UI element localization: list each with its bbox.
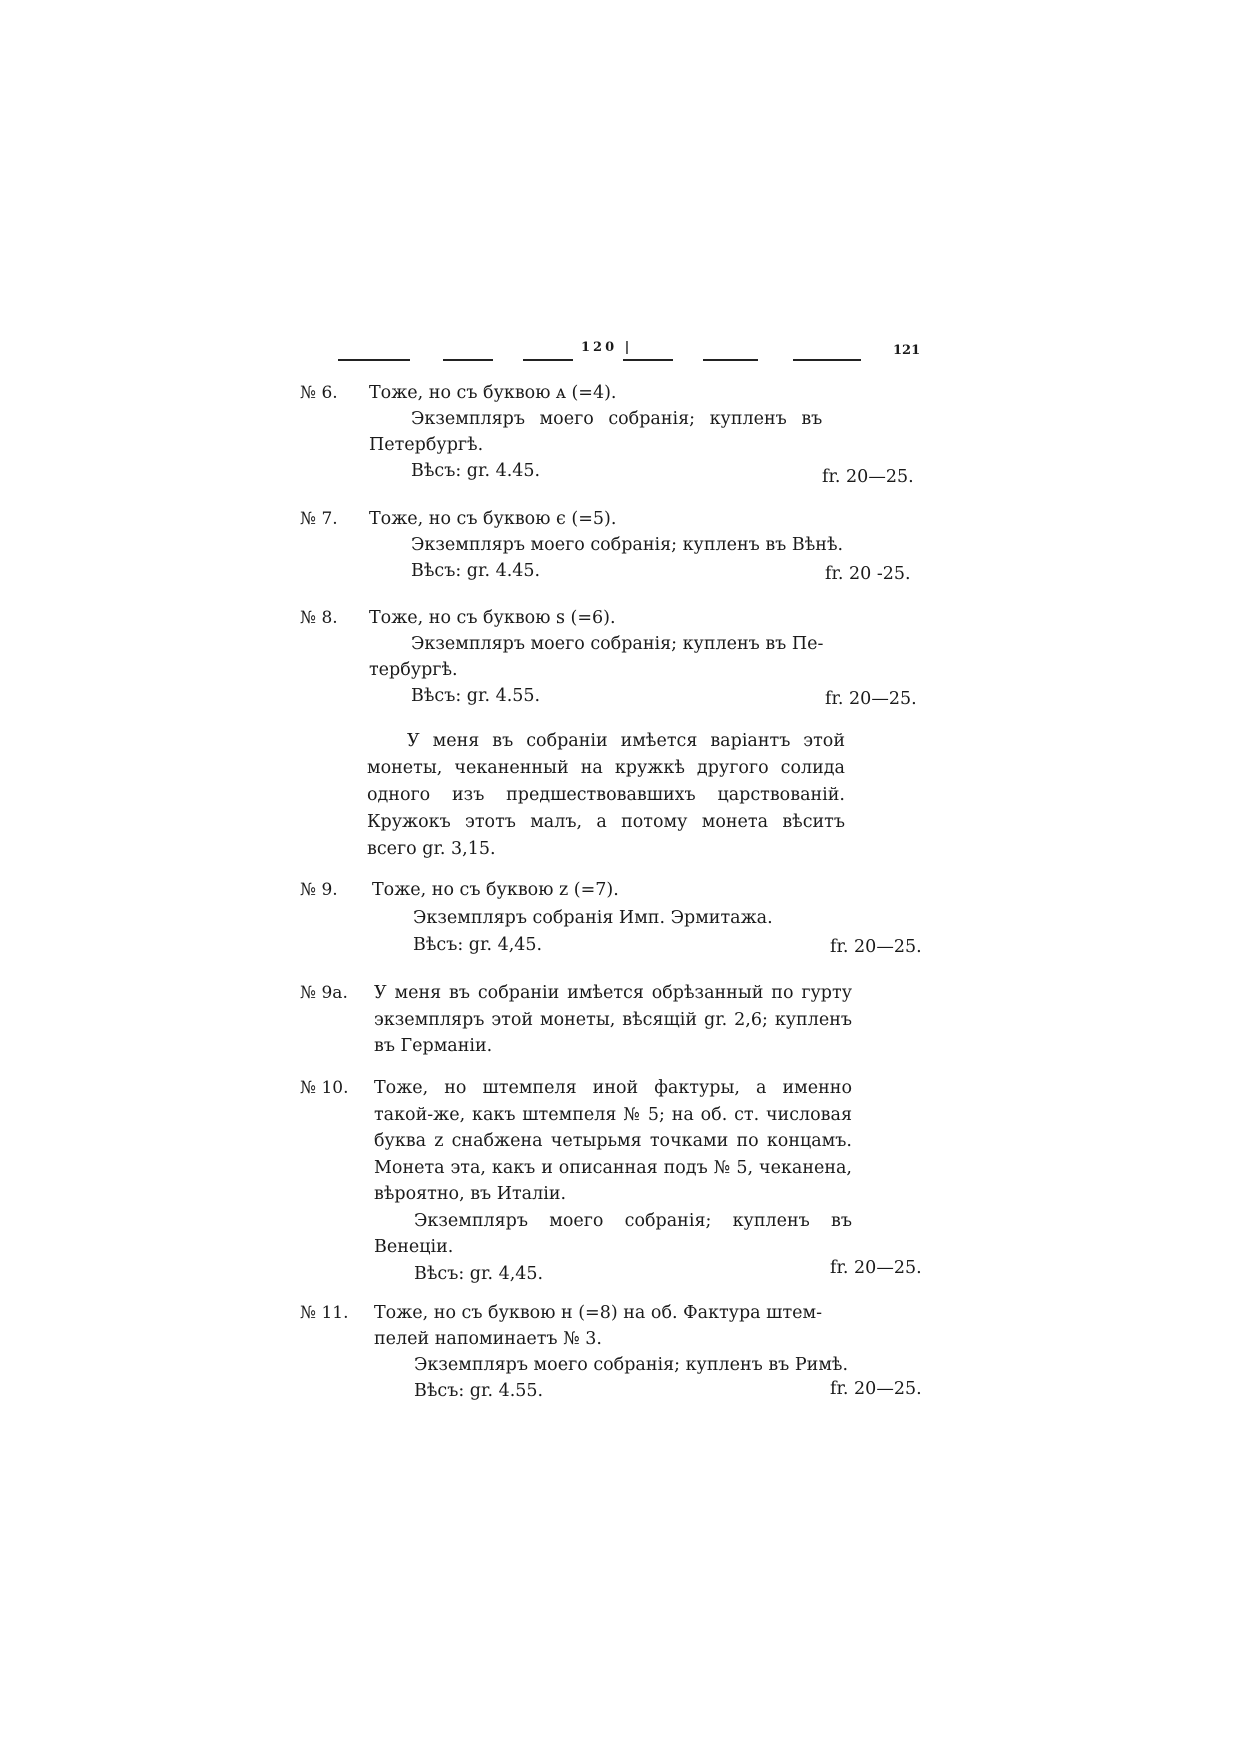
entry-title: Тоже, но съ буквою ϵ (=5). <box>369 509 617 529</box>
entry-number: № 10. <box>300 1078 349 1098</box>
entry-text: У меня въ собраніи имѣется обрѣзанный по гурту экземпляръ этой монеты, вѣсящій gr. 2,6; купленъ въ Германіи. <box>374 983 852 1056</box>
entry-text: Тоже, но штемпеля иной фактуры, а именно такой-же, какъ штемпеля № 5; на об. ст. числовая буква z снабжена четырьмя точками по концамъ. Монета эта, какъ и описанная подъ № 5, чеканена, вѣроятно, въ Италіи. <box>374 1078 852 1204</box>
entry-number: № 6. <box>300 383 338 403</box>
head-rule <box>793 359 861 361</box>
running-head-center: 120 | <box>581 340 633 355</box>
specimen-text: Экземпляръ моего собранія; купленъ въ Венеціи. <box>374 1210 852 1257</box>
head-rule <box>443 359 493 361</box>
specimen-text: Экземпляръ моего собранія; купленъ въ Вѣнѣ. <box>411 535 844 555</box>
weight: Вѣсъ: gr. 4.45. <box>411 561 541 581</box>
specimen-text: тербургѣ. <box>369 660 458 680</box>
weight: Вѣсъ: gr. 4,45. <box>413 935 543 955</box>
head-rule <box>523 359 573 361</box>
specimen-text: Петербургѣ. <box>369 435 484 455</box>
head-rule <box>338 359 410 361</box>
entry-number: № 9. <box>300 880 338 900</box>
note-paragraph: У меня въ собраніи имѣется варіантъ этой монеты, чеканенный на кружкѣ другого солида одного изъ предшествовавшихъ царствованій. Кружокъ этотъ малъ, а потому монета вѣситъ всего gr. 3,15. <box>367 731 845 859</box>
page-number: 121 <box>893 343 921 358</box>
specimen-text: Экземпляръ моего собранія; купленъ въ <box>411 409 823 429</box>
specimen-text: Экземпляръ моего собранія; купленъ въ Римѣ. <box>414 1355 849 1375</box>
price: fr. 20—25. <box>830 1258 922 1278</box>
entry-number: № 9a. <box>300 983 348 1003</box>
price: fr. 20—25. <box>825 689 917 709</box>
price: fr. 20—25. <box>830 937 922 957</box>
entry-number: № 7. <box>300 509 338 529</box>
weight: Вѣсъ: gr. 4.55. <box>414 1381 544 1401</box>
running-head <box>338 340 921 370</box>
price: fr. 20 -25. <box>825 564 911 584</box>
entry-title: Тоже, но съ буквою ᴀ (=4). <box>369 383 617 403</box>
entry-description <box>374 1075 852 1287</box>
weight: Вѣсъ: gr. 4,45. <box>414 1263 544 1284</box>
weight: Вѣсъ: gr. 4.55. <box>411 686 541 706</box>
price: fr. 20—25. <box>830 1379 922 1399</box>
entry-title: Тоже, но съ буквою ꜱ (=6). <box>369 608 616 628</box>
entry-number: № 11. <box>300 1303 349 1323</box>
specimen-text: Экземпляръ собранія Имп. Эрмитажа. <box>413 908 773 928</box>
entry-title: пелей напоминаетъ № 3. <box>374 1329 602 1349</box>
head-rule <box>623 359 673 361</box>
weight: Вѣсъ: gr. 4.45. <box>411 461 541 481</box>
entry-number: № 8. <box>300 608 338 628</box>
price: fr. 20—25. <box>822 467 914 487</box>
specimen-text: Экземпляръ моего собранія; купленъ въ Пе- <box>411 634 824 654</box>
entry-title: Тоже, но съ буквою z (=7). <box>372 880 619 900</box>
entry-title: Тоже, но съ буквою н (=8) на об. Фактура штем- <box>374 1303 823 1323</box>
head-rule <box>703 359 758 361</box>
